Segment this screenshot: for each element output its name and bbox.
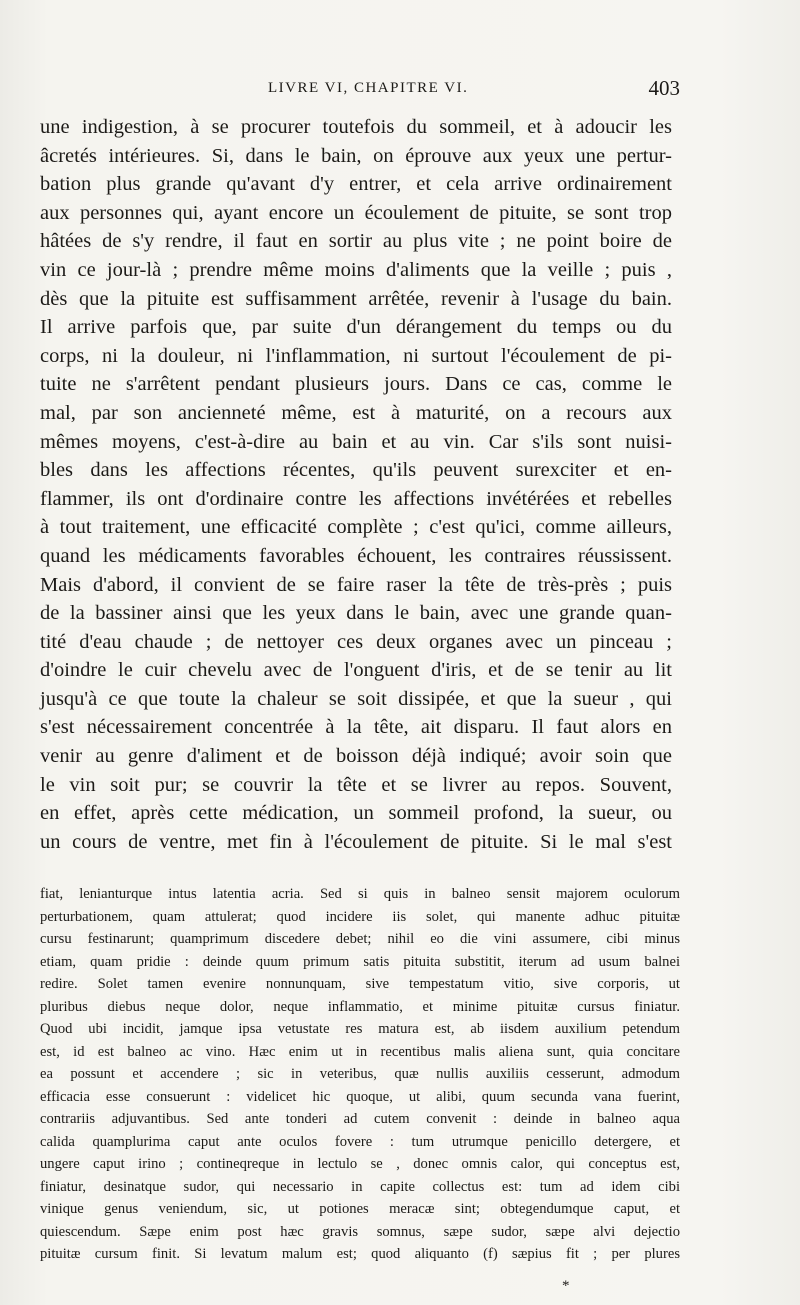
text-line: à tout traitement, une efficacité complète ; c'est qu'ici, comme ailleurs, <box>40 516 672 539</box>
signature-mark: * <box>562 1278 570 1294</box>
text-line: jusqu'à ce que toute la chaleur se soit dissipée, et que la sueur , qui <box>40 687 672 710</box>
french-translation-text <box>40 113 672 856</box>
page-header <box>30 76 680 106</box>
latin-line: perturbationem, quam attulerat; quod incidere iis solet, qui manente adhuc pituitæ <box>40 908 680 925</box>
text-line: Il arrive parfois que, par suite d'un dérangement du temps ou du <box>40 316 672 339</box>
text-line: Mais d'abord, il convient de se faire raser la tête de très-près ; puis <box>40 573 672 596</box>
latin-line: redire. Solet tamen evenire nonnunquam, sive tempestatum vitio, sive corporis, ut <box>40 976 680 992</box>
text-line: un cours de ventre, met fin à l'écoulement de pituite. Si le mal s'est <box>40 830 672 853</box>
text-line: corps, ni la douleur, ni l'inflammation, ni surtout l'écoulement de pi- <box>40 344 672 367</box>
text-line: tité d'eau chaude ; de nettoyer ces deux organes avec un pinceau ; <box>40 630 672 653</box>
text-line: dès que la pituite est suffisamment arrêtée, revenir à l'usage du bain. <box>40 287 672 310</box>
latin-line: fiat, lenianturque intus latentia acria. Sed si quis in balneo sensit majorem oculorum <box>40 886 680 902</box>
text-line: flammer, ils ont d'ordinaire contre les affections invétérées et rebelles <box>40 487 672 510</box>
latin-line: Quod ubi incidit, jamque ipsa vetustate res matura est, ab iisdem auxilium petendum <box>40 1021 680 1037</box>
latin-line: quiescendum. Sæpe enim post hæc gravis somnus, sæpe sudor, sæpe alvi dejectio <box>40 1223 680 1240</box>
running-title: LIVRE VI, CHAPITRE VI. <box>268 80 469 96</box>
latin-line: finiatur, desinatque sudor, qui necessario in capite collectus est: tum ad idem cibi <box>40 1178 680 1195</box>
latin-line: efficacia esse consuerunt : videlicet hic quoque, ut alibi, quum secunda vana fuerint, <box>40 1088 680 1105</box>
latin-line: pluribus diebus neque dolor, neque inflammatio, et minime pituitæ cursus finiatur. <box>40 998 680 1015</box>
page-number: 403 <box>648 76 680 100</box>
text-line: d'oindre le cuir chevelu avec de l'onguent d'iris, et de se tenir au lit <box>40 659 672 682</box>
text-line: mal, par son ancienneté même, est à maturité, on a recours aux <box>40 401 672 424</box>
latin-line: ungere caput irino ; contineqreque in lectulo se , donec omnis calor, qui conceptus est, <box>40 1156 680 1172</box>
latin-line: ea possunt et accendere ; sic in veteribus, quæ nullis auxiliis cesserunt, admodum <box>40 1066 680 1082</box>
latin-original-text <box>40 883 680 1266</box>
latin-line: calida quamplurima caput ante oculos fovere : tum utrumque penicillo detergere, et <box>40 1133 680 1150</box>
text-line: quand les médicaments favorables échouent, les contraires réussissent. <box>40 544 672 567</box>
text-line: vin ce jour-là ; prendre même moins d'aliments que la veille ; puis , <box>40 258 672 281</box>
text-line: mêmes moyens, c'est-à-dire au bain et au vin. Car s'ils sont nuisi- <box>40 430 672 453</box>
text-line: âcretés intérieures. Si, dans le bain, on éprouve aux yeux une pertur- <box>40 144 672 167</box>
latin-line: etiam, quam pridie : deinde quum primum satis pituita substitit, iterum ad usum balnei <box>40 953 680 970</box>
text-line: en effet, après cette médication, un sommeil profond, la sueur, ou <box>40 802 672 825</box>
latin-line: vinique genus veniendum, sic, ut potiones meracæ sint; obtegendumque caput, et <box>40 1201 680 1217</box>
text-line: s'est nécessairement concentrée à la tête, ait disparu. Il faut alors en <box>40 716 672 739</box>
text-line: aux personnes qui, ayant encore un écoulement de pituite, se sont trop <box>40 201 672 224</box>
latin-line: contrariis adjuvantibus. Sed ante tonderi ad cutem convenit : deinde in balneo aqua <box>40 1111 680 1127</box>
text-line: hâtées de s'y rendre, il faut en sortir au plus vite ; ne point boire de <box>40 230 672 253</box>
text-line: bles dans les affections récentes, qu'ils peuvent surexciter et en- <box>40 459 672 482</box>
text-line: le vin soit pur; se couvrir la tête et se livrer au repos. Souvent, <box>40 773 672 796</box>
latin-line: est, id est balneo ac vino. Hæc enim ut in recentibus malis aliena sunt, quia concitare <box>40 1043 680 1060</box>
text-line: tuite ne s'arrêtent pendant plusieurs jours. Dans ce cas, comme le <box>40 373 672 396</box>
text-line: venir au genre d'aliment et de boisson déjà indiqué; avoir soin que <box>40 745 672 768</box>
text-line: bation plus grande qu'avant d'y entrer, et cela arrive ordinairement <box>40 173 672 196</box>
latin-line: cursu festinarunt; quamprimum discedere debet; nihil eo die vini assumere, cibi minus <box>40 931 680 947</box>
latin-line: pituitæ cursum finit. Si levatum malum est; quod aliquanto (f) sæpius fit ; per plures <box>40 1246 680 1262</box>
text-line: une indigestion, à se procurer toutefois du sommeil, et à adoucir les <box>40 116 672 138</box>
text-line: de la bassiner ainsi que les yeux dans le bain, avec une grande quan- <box>40 602 672 625</box>
